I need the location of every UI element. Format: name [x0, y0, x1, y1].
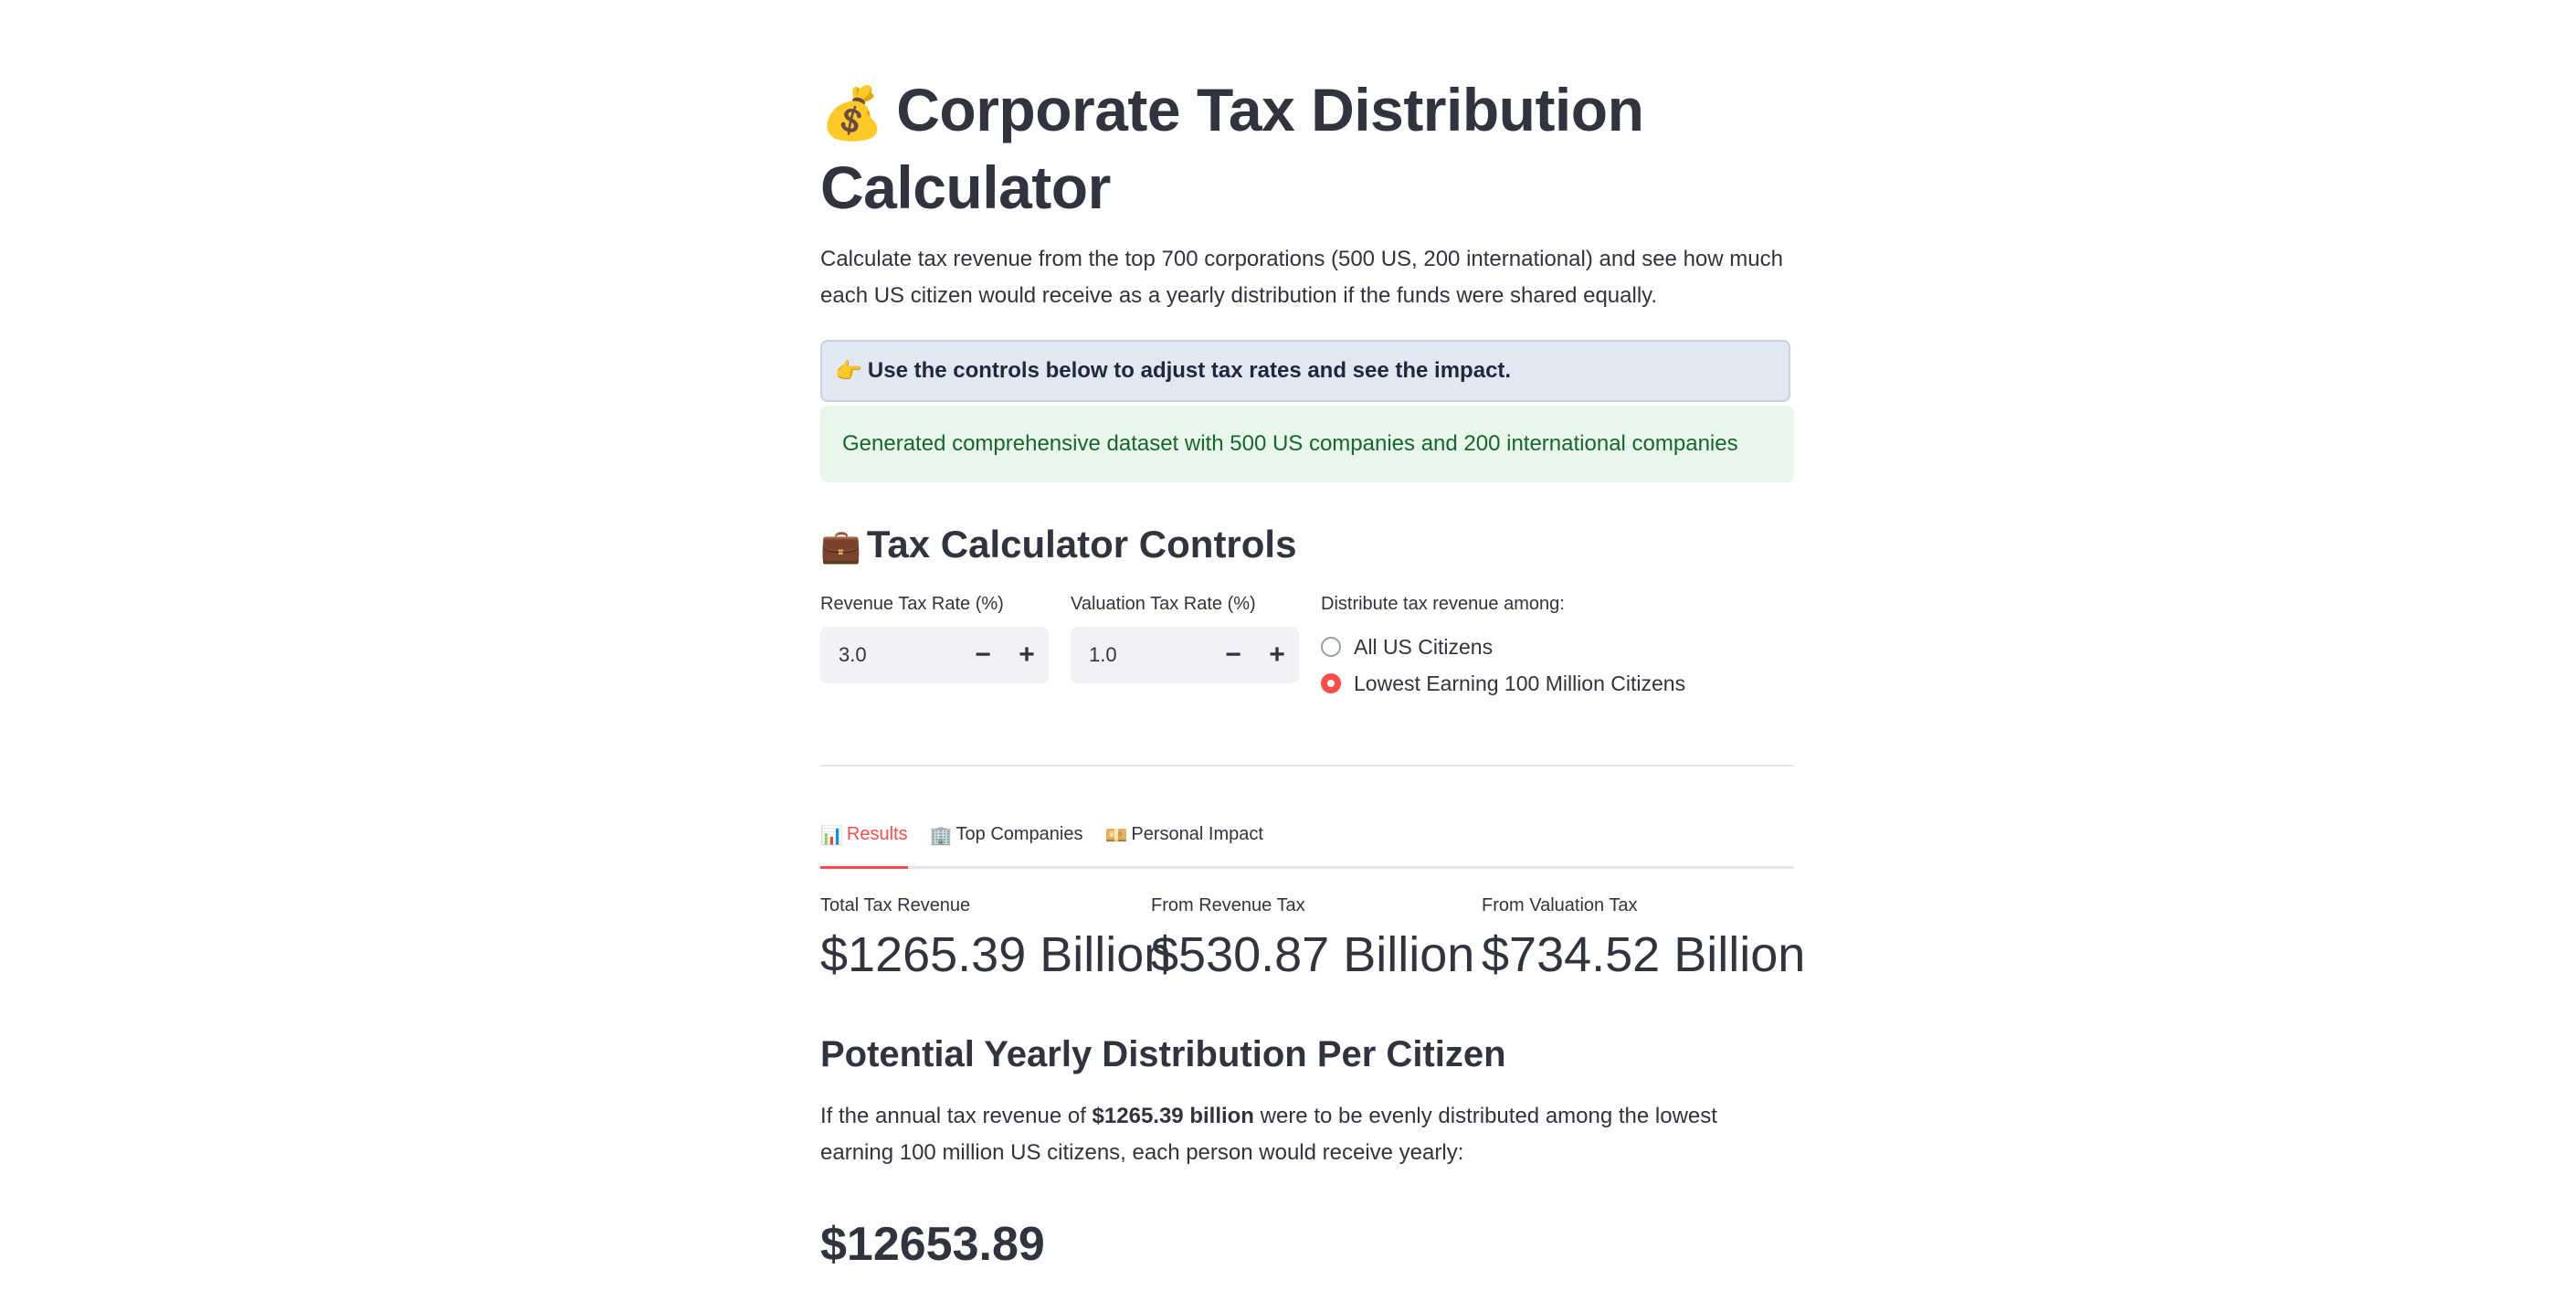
tab-personal-impact[interactable] — [1104, 819, 1284, 866]
radio-lowest-earning-citizens[interactable] — [1321, 665, 1685, 702]
distribution-radio-label: Distribute tax revenue among: — [1321, 594, 1565, 614]
bar-chart-icon: 📊 — [820, 824, 843, 846]
intro-text: Calculate tax revenue from the top 700 corporations (500 US, 200 international) and see how much each US citizen would receive as a yearly distribution if the funds were shared equally. — [820, 247, 1783, 308]
metric-total-tax-revenue — [820, 895, 1172, 987]
pointing-hand-icon: 👉 — [835, 358, 862, 384]
distribution-text-amount: $1265.39 billion — [1092, 1104, 1254, 1128]
metric-label: Total Tax Revenue — [820, 895, 971, 915]
distribution-heading: Potential Yearly Distribution Per Citizen — [820, 1034, 1506, 1074]
revenue-tax-stepper — [820, 627, 1049, 683]
tab-label: Results — [846, 824, 908, 844]
page-title — [820, 73, 1794, 224]
metric-value: $1265.39 Billion — [820, 927, 1172, 982]
info-alert-text: Use the controls below to adjust tax rates and see the impact. — [867, 358, 1512, 383]
revenue-tax-decrement-button[interactable]: − — [975, 640, 991, 670]
radio-button-selected[interactable] — [1321, 673, 1341, 693]
success-alert — [820, 406, 1794, 482]
office-building-icon: 🏢 — [929, 824, 953, 846]
distribution-text-suffix: were to be evenly distributed among the lowest earning 100 million US citizens, each person would receive yearly: — [820, 1104, 1717, 1165]
metric-label: From Revenue Tax — [1151, 895, 1305, 915]
tab-results[interactable] — [820, 819, 930, 866]
tab-label: Top Companies — [955, 824, 1083, 844]
metric-revenue-tax — [1151, 895, 1475, 987]
valuation-tax-stepper — [1071, 627, 1299, 683]
radio-button-unselected[interactable] — [1321, 637, 1341, 657]
metric-value: $530.87 Billion — [1151, 927, 1475, 982]
info-alert — [820, 340, 1790, 402]
metric-label: From Valuation Tax — [1482, 895, 1638, 915]
distribution-text — [820, 1098, 1794, 1171]
briefcase-icon: 💼 — [820, 528, 861, 566]
results-tabs — [820, 819, 1794, 869]
metric-valuation-tax — [1482, 895, 1806, 987]
valuation-tax-decrement-button[interactable]: − — [1225, 640, 1241, 670]
valuation-tax-input[interactable]: 1.0 — [1089, 643, 1117, 666]
tab-top-companies[interactable] — [930, 819, 1105, 866]
section-divider — [820, 765, 1794, 767]
success-alert-text: Generated comprehensive dataset with 500 US companies and 200 international companies — [842, 431, 1738, 456]
controls-heading-text: Tax Calculator Controls — [866, 523, 1297, 566]
controls-heading — [820, 519, 1296, 573]
distribution-radio-group — [1321, 629, 1685, 702]
metric-value: $734.52 Billion — [1482, 927, 1806, 982]
per-citizen-amount: $12653.89 — [820, 1218, 1045, 1271]
radio-option-label: All US Citizens — [1354, 634, 1494, 659]
valuation-tax-increment-button[interactable]: + — [1269, 640, 1285, 670]
revenue-tax-label: Revenue Tax Rate (%) — [820, 594, 1004, 614]
tab-label: Personal Impact — [1131, 824, 1263, 844]
page-title-text: Corporate Tax Distribution Calculator — [820, 76, 1644, 221]
valuation-tax-label: Valuation Tax Rate (%) — [1071, 594, 1256, 614]
revenue-tax-increment-button[interactable]: + — [1019, 640, 1035, 670]
distribution-text-prefix: If the annual tax revenue of — [820, 1104, 1093, 1128]
money-bag-icon: 💰 — [820, 84, 884, 143]
banknote-icon: 💴 — [1104, 824, 1128, 846]
radio-option-label: Lowest Earning 100 Million Citizens — [1354, 671, 1686, 695]
revenue-tax-input[interactable]: 3.0 — [839, 643, 867, 666]
radio-all-us-citizens[interactable] — [1321, 629, 1685, 665]
